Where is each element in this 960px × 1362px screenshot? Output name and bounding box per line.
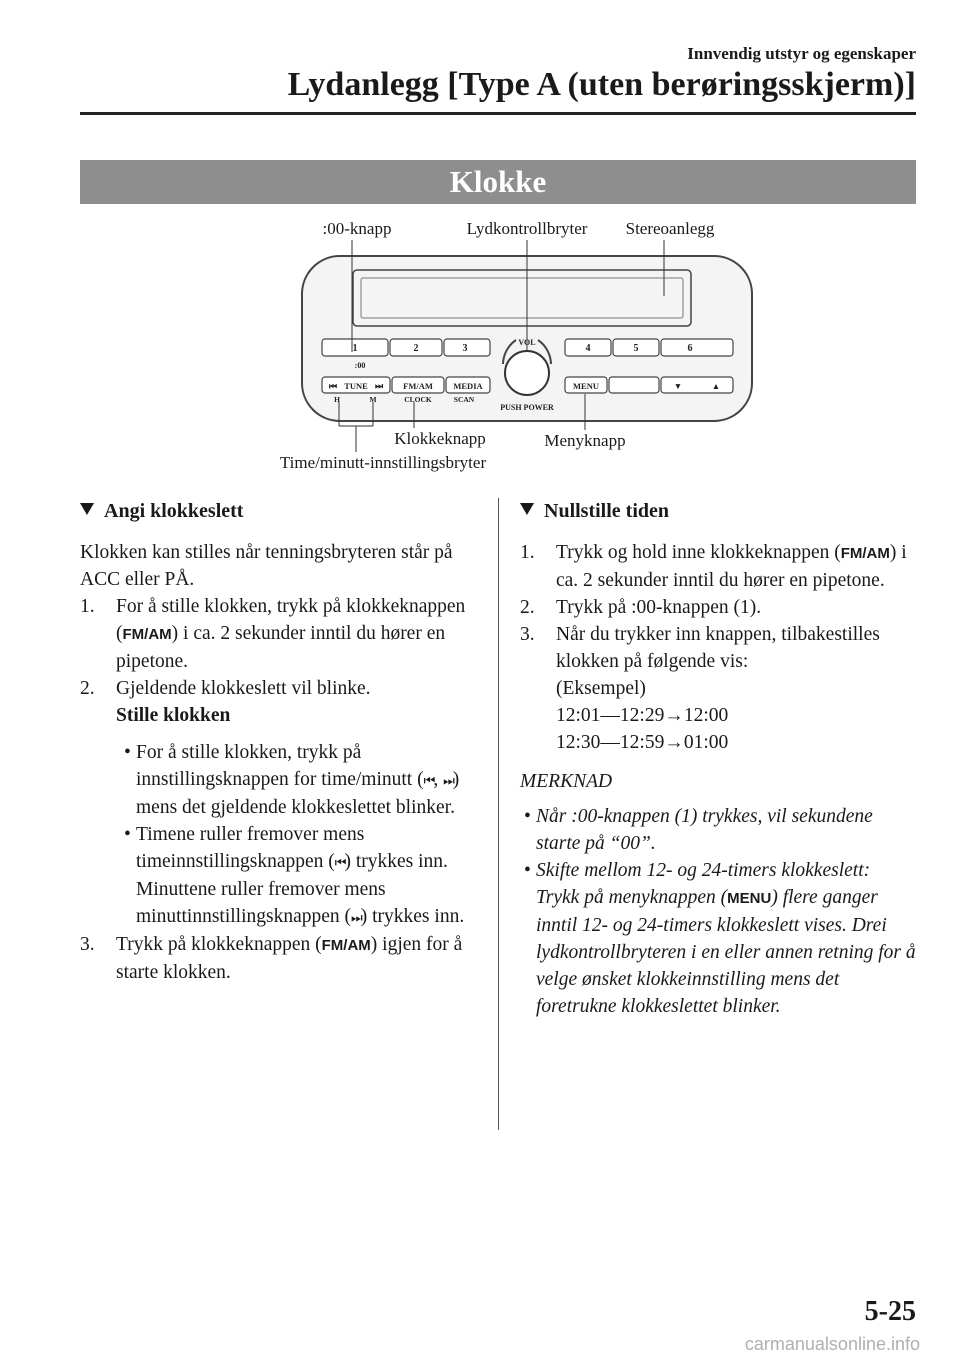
note-heading: MERKNAD xyxy=(520,771,613,792)
menu-key-label: MENU xyxy=(727,890,772,907)
up-arrow-icon: ▲ xyxy=(711,381,721,391)
menu-label: MENU xyxy=(573,381,599,391)
next-track-icon: ⏭ xyxy=(351,910,361,925)
preset-label-5: 5 xyxy=(633,343,639,354)
stereo-diagram xyxy=(0,206,960,476)
left-column xyxy=(80,498,480,986)
prev-track-icon: ⏮ xyxy=(423,773,434,788)
set-bullet-1: • For å stille klokken, trykk på innstillingsknappen for time/minutt (⏮, ⏭) mens det gjeldende klokkeslettet blinker. xyxy=(124,742,460,818)
push-power-label: PUSH POWER xyxy=(500,403,554,412)
preset-label-3: 3 xyxy=(462,343,468,354)
preset-label-2: 2 xyxy=(413,343,419,354)
sub-label-00: :00 xyxy=(354,361,366,370)
volume-knob xyxy=(505,351,549,395)
header-chapter-title: Lydanlegg [Type A (uten berøringsskjerm)] xyxy=(287,66,916,103)
prev-symbol-icon: ⏮ xyxy=(328,381,338,391)
callout-stereo: Stereoanlegg xyxy=(625,219,715,238)
blank-button xyxy=(609,377,659,393)
tune-label: TUNE xyxy=(344,381,368,391)
h-label: H xyxy=(334,395,340,404)
preset-label-1: 1 xyxy=(352,343,358,354)
set-step-3: 3. Trykk på klokkeknappen (FM/AM) igjen for å starte klokken. xyxy=(80,934,463,983)
set-step-1: 1. For å stille klokken, trykk på klokkeknappen (FM/AM) i ca. 2 sekunder inntil du hører en pipetone. xyxy=(80,596,466,672)
stereo-diagram-svg xyxy=(0,206,960,476)
preset-button-6 xyxy=(661,339,733,356)
callout-hm-switch: Time/minutt-innstillingsbryter xyxy=(279,453,487,472)
example-label: (Eksempel) xyxy=(556,678,646,699)
callout-menu-button: Menyknapp xyxy=(544,431,626,450)
page-number: 5-25 xyxy=(864,1296,916,1327)
right-column xyxy=(520,498,916,1020)
reset-step-1: 1. Trykk og hold inne klokkeknappen (FM/AM) i ca. 2 sekunder inntil du hører en pipetone. xyxy=(520,542,907,591)
preset-label-4: 4 xyxy=(585,343,591,354)
reset-step-3: 3. Når du trykker inn knappen, tilbakestilles klokken på følgende vis: xyxy=(520,624,880,672)
header-section-title: Innvendig utstyr og egenskaper xyxy=(687,44,916,63)
example-line-1: 12:01―12:29→12:00 xyxy=(556,705,729,726)
scan-label: SCAN xyxy=(453,395,475,404)
section-title-band: Klokke xyxy=(80,160,916,204)
intro-text: Klokken kan stilles når tenningsbryteren står på ACC eller PÅ. xyxy=(80,542,453,590)
clock-label: CLOCK xyxy=(404,395,432,404)
vol-label: VOL xyxy=(518,338,536,347)
heading-reset-time: Nullstille tiden xyxy=(520,498,916,525)
reset-step-2: 2. Trykk på :00-knappen (1). xyxy=(520,597,762,618)
watermark: carmanualsonline.info xyxy=(744,1334,920,1354)
m-label: M xyxy=(369,395,377,404)
example-line-2: 12:30―12:59→01:00 xyxy=(556,732,729,753)
fmam-key-label: FM/AM xyxy=(122,626,172,643)
set-bullet-2: • Timene ruller fremover mens timeinnstillingsknappen (⏮) trykkes inn. Minuttene ruller fremover mens minuttinnstillingsknappen (⏭) trykkes inn. xyxy=(124,824,465,927)
note-item-1: • Når :00-knappen (1) trykkes, vil sekundene starte på “00”. xyxy=(524,806,873,854)
fmam-key-label: FM/AM xyxy=(840,545,890,562)
column-divider xyxy=(498,498,499,1130)
callout-clock-button: Klokkeknapp xyxy=(394,429,486,448)
callout-volume-knob: Lydkontrollbryter xyxy=(466,219,588,238)
triangle-bullet-icon xyxy=(80,503,94,515)
media-label: MEDIA xyxy=(453,381,483,391)
triangle-bullet-icon xyxy=(520,503,534,515)
callout-00-button: :00-knapp xyxy=(322,219,392,238)
fmam-label: FM/AM xyxy=(403,381,433,391)
preset-label-6: 6 xyxy=(687,343,693,354)
next-symbol-icon: ⏭ xyxy=(374,381,384,391)
set-clock-subheading: Stille klokken xyxy=(116,705,231,726)
updown-button xyxy=(661,377,733,393)
down-arrow-icon: ▼ xyxy=(673,381,683,391)
next-track-icon: ⏭ xyxy=(443,773,453,788)
set-step-2: 2. Gjeldende klokkeslett vil blinke. xyxy=(80,678,371,699)
heading-set-clock: Angi klokkeslett xyxy=(80,498,480,525)
fmam-key-label: FM/AM xyxy=(321,937,371,954)
header-rule xyxy=(80,112,916,115)
note-item-2: • Skifte mellom 12- og 24-timers klokkeslett: Trykk på menyknappen (MENU) flere ganger inntil 12- og 24-timers klokkeslett vises. Drei lydkontrollbryteren i en eller annen retning for å velge ønsket klokkeinnstilling mens det foretrukne klokkeslettet blinker. xyxy=(524,860,916,1017)
prev-track-icon: ⏮ xyxy=(334,855,345,870)
